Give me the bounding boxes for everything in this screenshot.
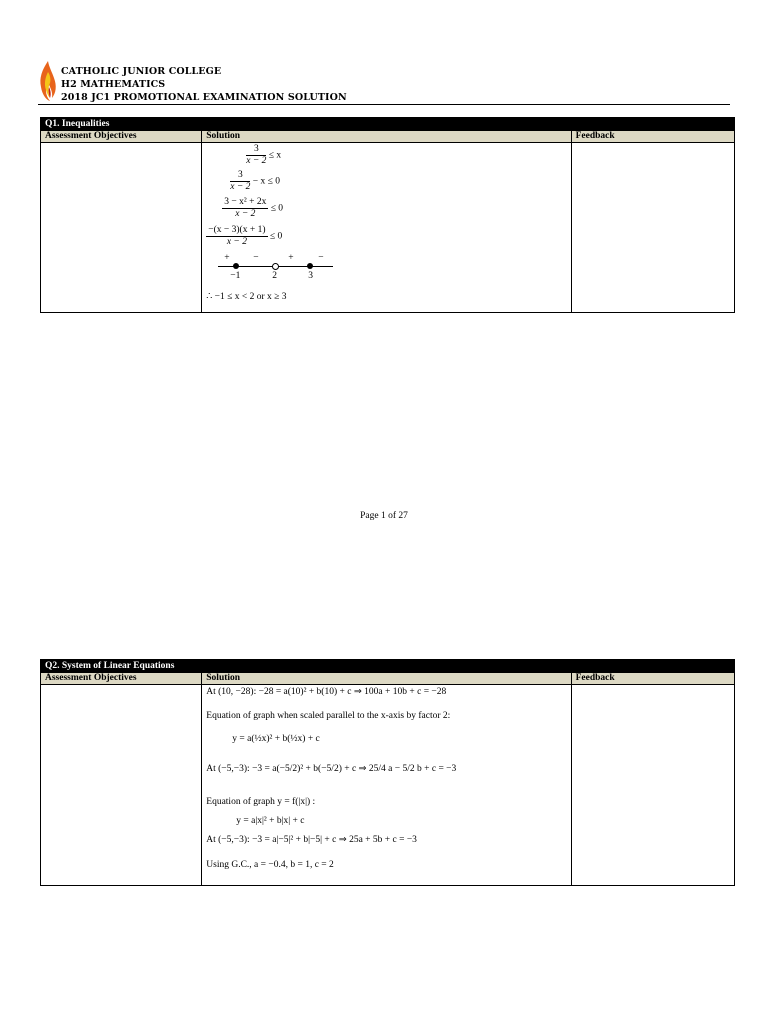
col-feedback: Feedback (571, 131, 734, 143)
q2-title: Q2. System of Linear Equations (41, 660, 735, 673)
q2-line-4: At (−5,−3): −3 = a(−5/2)² + b(−5/2) + c ⇒ 25/4 a − 5/2 b + c = −3 (206, 764, 457, 774)
closed-dot-icon (307, 263, 313, 269)
college-name: CATHOLIC JUNIOR COLLEGE (61, 66, 222, 77)
header-rule (38, 104, 730, 105)
col-feedback: Feedback (571, 673, 734, 685)
q2-line-1: At (10, −28): −28 = a(10)² + b(10) + c ⇒ 100a + 10b + c = −28 (206, 687, 447, 697)
sign-3: + (288, 253, 294, 263)
q1-step-2: $\frac{3}{x - 2}$ − x ≤ 0 (230, 170, 280, 192)
subject-name: H2 MATHEMATICS (61, 79, 166, 90)
q2-assessment-cell (41, 685, 202, 886)
q1-assessment-cell (41, 143, 202, 313)
q1-title: Q1. Inequalities (41, 118, 735, 131)
q1-step-3: $\frac{\text{3 − x² + 2x}}{x - 2}$ ≤ 0 (224, 197, 284, 219)
document-header (38, 60, 730, 104)
q2-line-3: y = a(½x)² + b(½x) + c (232, 734, 320, 744)
closed-dot-icon (233, 263, 239, 269)
q2-line-7: At (−5,−3): −3 = a|−5|² + b|−5| + c ⇒ 25a + 5b + c = −3 (206, 835, 417, 845)
col-assessment: Assessment Objectives (41, 131, 202, 143)
sign-2: − (253, 253, 259, 263)
point-2: 2 (272, 271, 278, 281)
sign-1: + (224, 253, 230, 263)
exam-title: 2018 JC1 PROMOTIONAL EXAMINATION SOLUTION (61, 92, 347, 103)
col-assessment: Assessment Objectives (41, 673, 202, 685)
q1-feedback-cell (571, 143, 734, 313)
flame-logo-icon (38, 60, 58, 102)
q2-line-5: Equation of graph y = f(|x|) : (206, 797, 316, 807)
page-number: Page 1 of 27 (360, 511, 408, 521)
q2-line-8: Using G.C., a = −0.4, b = 1, c = 2 (206, 860, 334, 870)
q1-answer: ∴ −1 ≤ x < 2 or x ≥ 3 (206, 292, 287, 302)
point-3: 3 (308, 271, 314, 281)
col-solution: Solution (202, 673, 571, 685)
q2-table (40, 659, 735, 886)
q1-table (40, 117, 735, 313)
q2-line-6: y = a|x|² + b|x| + c (236, 816, 305, 826)
q2-line-2: Equation of graph when scaled parallel to the x-axis by factor 2: (206, 711, 451, 721)
open-dot-icon (272, 263, 279, 270)
q1-step-1: $\frac{3}{x - 2}$ ≤ x (246, 144, 282, 166)
q2-feedback-cell (571, 685, 734, 886)
col-solution: Solution (202, 131, 571, 143)
q1-step-4: $\frac{-(x - 3)(x + 1)}{x - 2}$ ≤ 0 (208, 225, 283, 247)
q2-solution-cell (202, 685, 571, 886)
point-1: −1 (230, 271, 241, 281)
q1-number-line (218, 253, 338, 283)
q1-solution-cell (202, 143, 571, 313)
sign-4: − (318, 253, 324, 263)
